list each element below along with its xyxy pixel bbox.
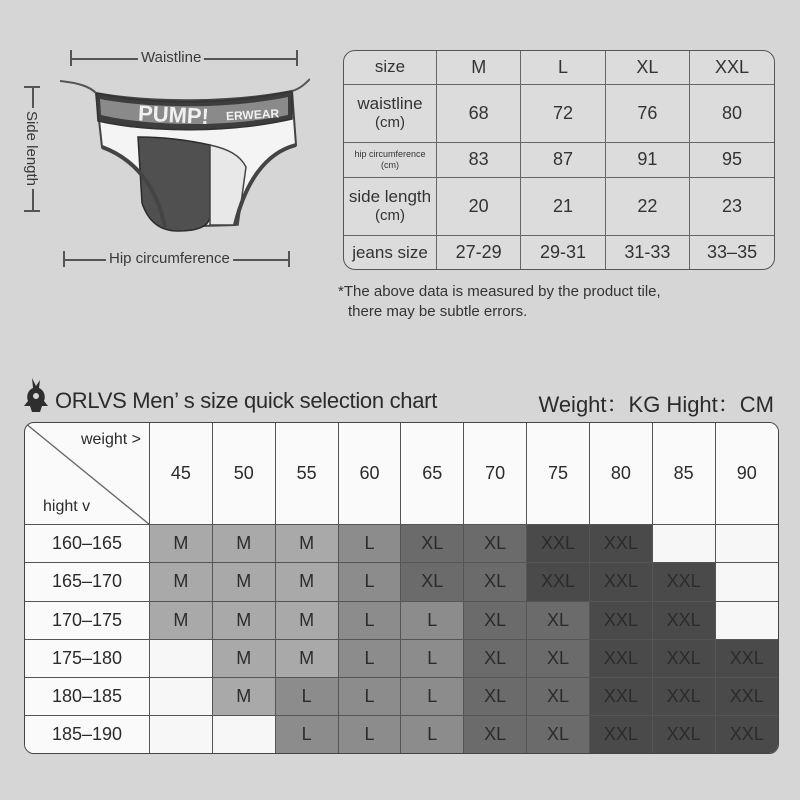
size-cell: XXL [652, 639, 715, 677]
size-header-cell: XL [605, 51, 689, 84]
size-cell [652, 525, 715, 563]
table-row [25, 525, 778, 563]
size-cell: XXL [589, 639, 652, 677]
size-cell: XXL [652, 601, 715, 639]
size-cell: M [212, 639, 275, 677]
weight-header-cell: 65 [401, 423, 464, 525]
size-cell: XXL [652, 563, 715, 601]
size-cell: XL [527, 639, 590, 677]
side-length-label: Side length [23, 108, 40, 189]
size-cell [715, 563, 778, 601]
size-cell: XXL [589, 677, 652, 715]
size-cell: M [212, 677, 275, 715]
table-cell: 23 [690, 178, 774, 236]
table-cell: 20 [437, 178, 521, 236]
size-cell: XL [464, 716, 527, 753]
weight-header-cell: 90 [715, 423, 778, 525]
table-cell: 80 [690, 84, 774, 142]
size-header-cell: M [437, 51, 521, 84]
size-cell: L [275, 677, 338, 715]
size-cell: XL [464, 525, 527, 563]
underwear-illustration [0, 0, 330, 290]
brief-drawing [60, 75, 310, 245]
size-cell: L [338, 677, 401, 715]
row-label: side length (cm) [344, 178, 437, 236]
size-header-cell: size [344, 51, 437, 84]
size-cell: L [338, 601, 401, 639]
size-cell [212, 716, 275, 753]
table-cell: 95 [690, 142, 774, 177]
hight-range-cell: 165–170 [25, 563, 150, 601]
hight-range-cell: 170–175 [25, 601, 150, 639]
table-row [25, 639, 778, 677]
size-cell: L [338, 525, 401, 563]
size-cell: XXL [715, 716, 778, 753]
table-row [25, 716, 778, 753]
size-cell: M [150, 601, 213, 639]
table-cell: 21 [521, 178, 605, 236]
size-cell [150, 716, 213, 753]
size-header-row [344, 51, 774, 84]
weight-header-cell: 55 [275, 423, 338, 525]
note-line-2: there may be subtle errors. [348, 303, 528, 320]
hip-label: Hip circumference [106, 250, 233, 267]
size-cell [715, 601, 778, 639]
hight-range-cell: 185–190 [25, 716, 150, 753]
size-header-cell: XXL [690, 51, 774, 84]
table-cell: 87 [521, 142, 605, 177]
size-cell: XXL [589, 601, 652, 639]
size-cell: XXL [589, 525, 652, 563]
size-cell: XL [401, 563, 464, 601]
size-cell: XXL [589, 563, 652, 601]
size-cell: XXL [715, 677, 778, 715]
size-cell: XL [464, 601, 527, 639]
size-cell: XXL [715, 639, 778, 677]
corner-cell [25, 423, 150, 525]
weight-header-cell: 45 [150, 423, 213, 525]
hight-range-cell: 180–185 [25, 677, 150, 715]
row-label: waistline (cm) [344, 84, 437, 142]
hight-range-cell: 160–165 [25, 525, 150, 563]
size-cell: L [401, 677, 464, 715]
size-cell: XXL [527, 525, 590, 563]
quick-select-units: Weight：KG Hight：CM [538, 392, 774, 417]
table-cell: 68 [437, 84, 521, 142]
weight-header-cell: 50 [212, 423, 275, 525]
size-cell: XL [464, 639, 527, 677]
hight-axis-label: hight v [43, 498, 91, 516]
table-cell: 27-29 [437, 236, 521, 269]
size-cell: M [275, 639, 338, 677]
hight-range-cell: 175–180 [25, 639, 150, 677]
table-cell: 83 [437, 142, 521, 177]
size-cell: L [338, 639, 401, 677]
quick-select-grid [24, 422, 779, 754]
size-cell: L [275, 716, 338, 753]
size-cell [715, 525, 778, 563]
table-cell: 72 [521, 84, 605, 142]
size-row-side-length [344, 178, 774, 236]
size-cell: XXL [589, 716, 652, 753]
weight-header-cell: 70 [464, 423, 527, 525]
size-cell: L [338, 563, 401, 601]
table-row [25, 563, 778, 601]
table-row [25, 601, 778, 639]
size-cell: XL [527, 716, 590, 753]
size-row-hip [344, 142, 774, 177]
waistline-label: Waistline [138, 49, 204, 66]
note-line-1: *The above data is measured by the product tile, [338, 283, 661, 300]
band-logo: PUMP! [137, 100, 210, 130]
size-cell: XL [401, 525, 464, 563]
size-cell: M [212, 525, 275, 563]
size-cell: XL [464, 677, 527, 715]
size-cell: XXL [652, 716, 715, 753]
svg-text:ERWEAR: ERWEAR [225, 106, 280, 124]
table-cell: 31-33 [605, 236, 689, 269]
size-cell: M [212, 601, 275, 639]
size-cell [150, 677, 213, 715]
size-cell: M [150, 525, 213, 563]
size-row-jeans [344, 236, 774, 269]
size-cell: M [275, 601, 338, 639]
quick-select-title: ORLVS Men’ s size quick selection chart [55, 388, 438, 413]
weight-header-cell: 85 [652, 423, 715, 525]
size-cell: M [275, 563, 338, 601]
size-cell: L [401, 601, 464, 639]
size-cell: XL [464, 563, 527, 601]
size-cell: XL [527, 601, 590, 639]
size-cell: L [401, 716, 464, 753]
measurement-note [338, 282, 661, 322]
size-cell: M [275, 525, 338, 563]
size-cell: M [150, 563, 213, 601]
brand-logo-icon [20, 376, 52, 414]
size-cell: L [338, 716, 401, 753]
table-cell: 29-31 [521, 236, 605, 269]
size-cell: M [212, 563, 275, 601]
table-cell: 91 [605, 142, 689, 177]
row-label: hip circumference (cm) [344, 142, 437, 177]
table-cell: 22 [605, 178, 689, 236]
weight-axis-label: weight > [80, 431, 141, 448]
size-header-cell: L [521, 51, 605, 84]
weight-header-row [25, 423, 778, 525]
weight-header-cell: 80 [589, 423, 652, 525]
weight-header-cell: 60 [338, 423, 401, 525]
row-label: jeans size [344, 236, 437, 269]
size-cell: XXL [527, 563, 590, 601]
size-row-waistline [344, 84, 774, 142]
table-row [25, 677, 778, 715]
size-cell: L [401, 639, 464, 677]
size-cell [150, 639, 213, 677]
size-cell: XL [527, 677, 590, 715]
size-table [343, 50, 775, 270]
table-cell: 76 [605, 84, 689, 142]
weight-header-cell: 75 [527, 423, 590, 525]
table-cell: 33–35 [690, 236, 774, 269]
size-cell: XXL [652, 677, 715, 715]
